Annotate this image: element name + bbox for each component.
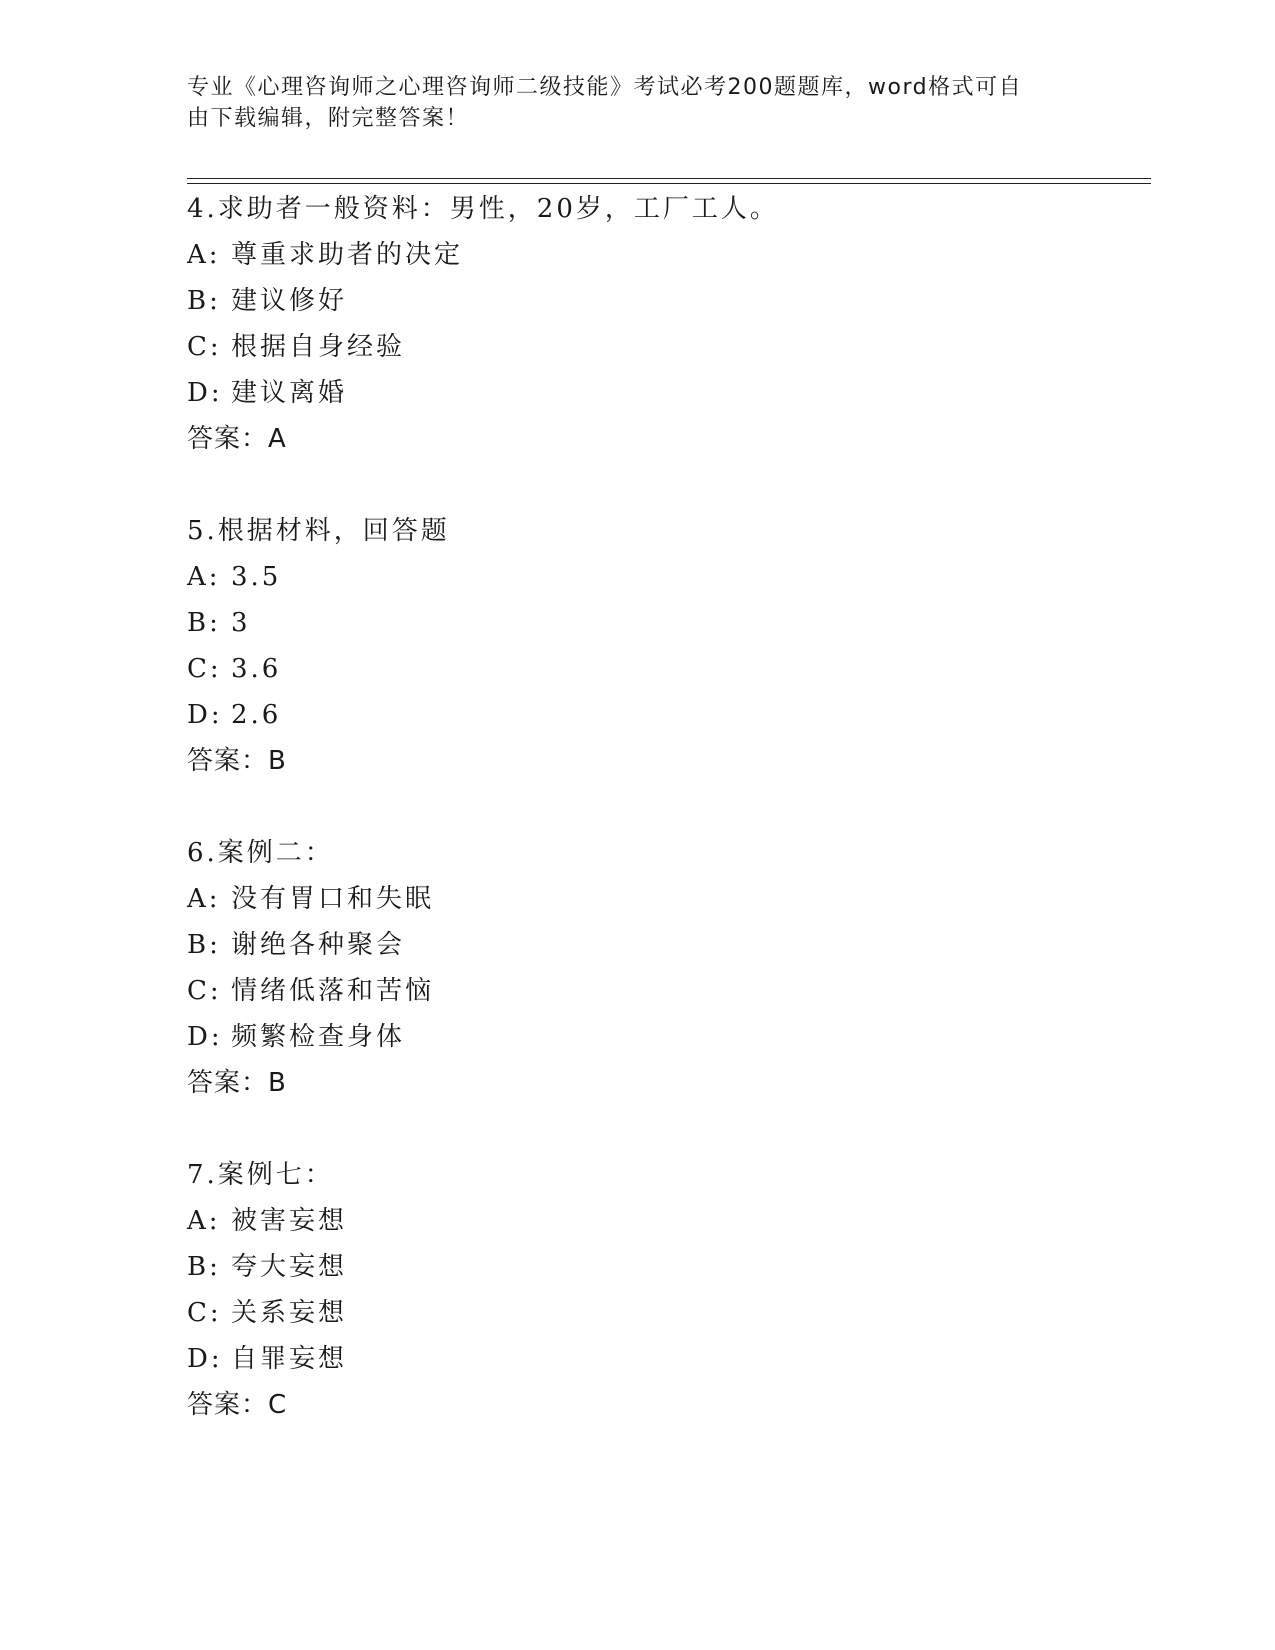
option-text: 情绪低落和苦恼 (231, 976, 435, 1006)
option-text: 建议修好 (231, 286, 348, 316)
option-letter: C: (187, 976, 222, 1006)
option-letter: B: (187, 608, 221, 638)
header-line-2: 由下载编辑，附完整答案！ (187, 106, 470, 131)
option-text: 根据自身经验 (231, 332, 406, 362)
option-text: 3 (231, 608, 251, 638)
option-text: 关系妄想 (231, 1298, 348, 1328)
option-text: 没有胃口和失眠 (231, 884, 435, 914)
option-text: 谢绝各种聚会 (231, 930, 406, 960)
question-stem: 4.求助者一般资料：男性，20岁，工厂工人。 (187, 194, 779, 224)
option-a (187, 554, 1087, 600)
option-letter: B: (187, 1252, 221, 1282)
question-stem: 7.案例七： (187, 1160, 334, 1190)
answer-line: 答案：C (187, 1390, 288, 1420)
option-b (187, 278, 1087, 324)
option-letter: A: (187, 884, 221, 914)
header-divider-top (187, 178, 1151, 179)
option-c (187, 646, 1087, 692)
option-text: 3.6 (231, 654, 282, 684)
option-text: 被害妄想 (231, 1206, 348, 1236)
option-d (187, 692, 1087, 738)
option-d (187, 1336, 1087, 1382)
question-block (187, 186, 1087, 462)
option-letter: C: (187, 332, 222, 362)
answer-line: 答案：B (187, 746, 287, 776)
option-letter: D: (187, 700, 223, 730)
header-divider-bottom (187, 183, 1151, 184)
option-letter: A: (187, 240, 221, 270)
option-text: 夸大妄想 (231, 1252, 348, 1282)
option-letter: C: (187, 1298, 222, 1328)
answer-line: 答案：B (187, 1068, 287, 1098)
option-text: 自罪妄想 (231, 1344, 348, 1374)
option-letter: D: (187, 378, 223, 408)
option-text: 建议离婚 (231, 378, 348, 408)
option-text: 频繁检查身体 (231, 1022, 406, 1052)
option-letter: D: (187, 1022, 223, 1052)
document-header (187, 72, 1067, 134)
option-letter: A: (187, 1206, 221, 1236)
header-line-1: 专业《心理咨询师之心理咨询师二级技能》考试必考200题题库，word格式可自 (187, 75, 1023, 100)
option-d (187, 1014, 1087, 1060)
option-letter: C: (187, 654, 222, 684)
question-stem: 5.根据材料，回答题 (187, 516, 450, 546)
option-text: 2.6 (231, 700, 282, 730)
option-text: 3.5 (231, 562, 282, 592)
option-a (187, 1198, 1087, 1244)
question-block (187, 830, 1087, 1106)
option-c (187, 968, 1087, 1014)
option-text: 尊重求助者的决定 (231, 240, 464, 270)
option-a (187, 876, 1087, 922)
option-letter: A: (187, 562, 221, 592)
option-b (187, 922, 1087, 968)
option-c (187, 1290, 1087, 1336)
option-letter: B: (187, 286, 221, 316)
option-b (187, 600, 1087, 646)
option-c (187, 324, 1087, 370)
question-stem: 6.案例二： (187, 838, 334, 868)
question-block (187, 1152, 1087, 1428)
answer-line: 答案：A (187, 424, 287, 454)
option-letter: D: (187, 1344, 223, 1374)
question-block (187, 508, 1087, 784)
option-d (187, 370, 1087, 416)
option-a (187, 232, 1087, 278)
option-b (187, 1244, 1087, 1290)
option-letter: B: (187, 930, 221, 960)
